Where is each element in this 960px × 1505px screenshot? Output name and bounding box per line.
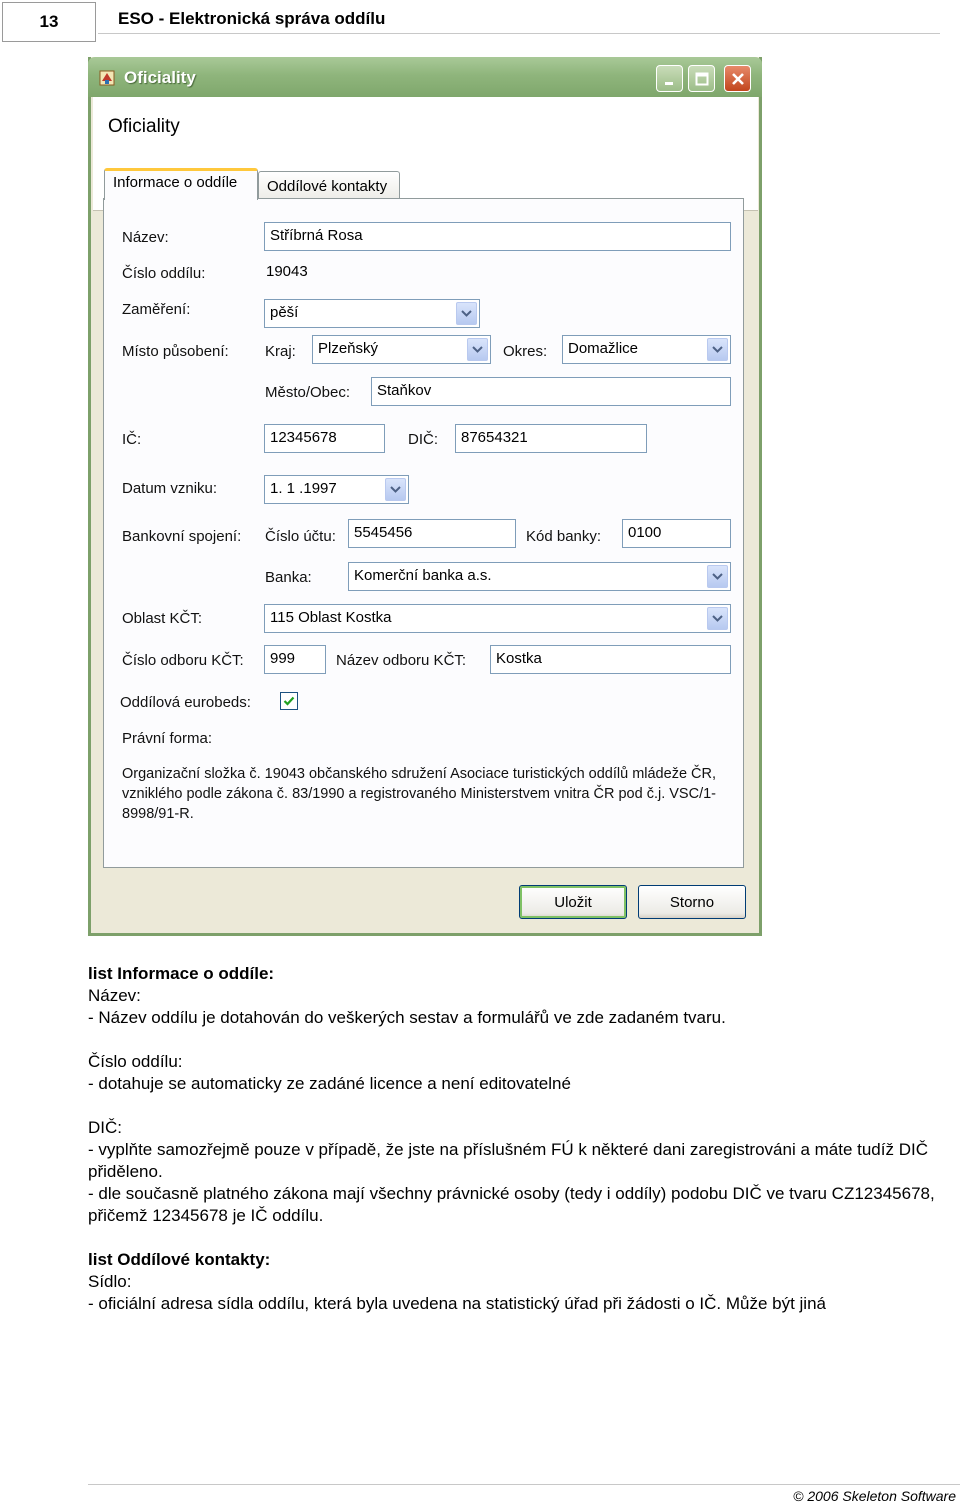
minimize-button[interactable]: [656, 65, 683, 92]
kraj-value: Plzeňský: [318, 340, 379, 357]
tab-kontakty[interactable]: Oddílové kontakty: [258, 171, 400, 201]
oblast-kct-select[interactable]: [264, 604, 731, 633]
close-button[interactable]: [724, 65, 751, 92]
banka-select[interactable]: [348, 562, 731, 591]
sidlo-description: - oficiální adresa sídla oddílu, která byla uvedena na statistický úřad při žádosti o IČ. Může být jiná: [88, 1294, 826, 1313]
pravni-forma-text: Organizační složka č. 19043 občanského sdružení Asociace turistických oddílů mládeže ČR, vzniklého podle zákona č. 83/1990 a registrovaného Ministerstvem vnitra ČR pod č.j. VSC/1-8998/91-R.: [122, 766, 717, 822]
datum-vzniku-label: Datum vzniku:: [122, 480, 218, 497]
cislo-uctu-label: Číslo účtu:: [265, 528, 336, 545]
save-button[interactable]: Uložit: [519, 885, 627, 919]
chevron-down-icon[interactable]: [385, 478, 406, 501]
zamereni-label: Zaměření:: [122, 301, 191, 318]
eurobeds-checkbox[interactable]: [280, 692, 298, 710]
nazev-description: - Název oddílu je dotahován do veškerých sestav a formulářů ve zde zadaném tvaru.: [88, 1008, 726, 1027]
kod-banky-label: Kód banky:: [526, 528, 602, 545]
zamereni-value: pěší: [270, 304, 299, 321]
nazev-heading: Název:: [88, 986, 141, 1005]
chevron-down-icon[interactable]: [456, 302, 477, 325]
checkmark-icon: [283, 695, 295, 707]
banka-value: Komerční banka a.s.: [354, 567, 492, 584]
mesto-label: Město/Obec:: [265, 384, 351, 401]
dic-label: DIČ:: [408, 431, 438, 448]
oblast-kct-label: Oblast KČT:: [122, 610, 203, 627]
nazev-label: Název:: [122, 229, 169, 246]
eurobeds-label: Oddílová eurobeds:: [120, 694, 251, 711]
maximize-icon: [695, 72, 709, 86]
page-number: 13: [2, 2, 96, 42]
section-heading-informace: list Informace o oddíle:: [88, 964, 275, 983]
okres-label: Okres:: [503, 343, 548, 360]
kod-banky-input[interactable]: 0100: [622, 519, 731, 548]
chevron-down-icon[interactable]: [707, 565, 728, 588]
window-title: Oficiality: [124, 68, 196, 87]
pravni-forma-label: Právní forma:: [122, 730, 213, 747]
window-titlebar[interactable]: [88, 57, 762, 97]
okres-select[interactable]: [562, 335, 731, 364]
datum-vzniku-picker[interactable]: [264, 475, 409, 504]
section-heading-kontakty: list Oddílové kontakty:: [88, 1250, 271, 1269]
app-emblem-icon: [98, 69, 116, 87]
banka-label: Banka:: [265, 569, 312, 586]
header-divider: [98, 33, 940, 34]
nazev-odboru-input[interactable]: Kostka: [490, 645, 731, 674]
minimize-icon: [663, 72, 677, 86]
okres-value: Domažlice: [568, 340, 639, 357]
chevron-down-icon[interactable]: [467, 338, 488, 361]
oblast-kct-value: 115 Oblast Kostka: [270, 609, 392, 626]
cislo-oddilu-value: 19043: [266, 263, 308, 280]
cancel-button[interactable]: Storno: [638, 885, 746, 919]
chevron-down-icon[interactable]: [707, 607, 728, 630]
cislo-odboru-input[interactable]: 999: [264, 645, 326, 674]
zamereni-select[interactable]: [264, 299, 480, 328]
mesto-input[interactable]: Staňkov: [371, 377, 731, 406]
ic-label: IČ:: [122, 431, 142, 448]
ic-input[interactable]: 12345678: [264, 424, 385, 453]
page-header-title: ESO - Elektronická správa oddílu: [118, 9, 386, 28]
chevron-down-icon[interactable]: [707, 338, 728, 361]
dic-description-2: - dle současně platného zákona mají všechny právnické osoby (tedy i oddíly) podobu DIČ ve tvaru CZ12345678, přičemž 12345678 je IČ oddílu.: [88, 1184, 935, 1225]
nazev-input[interactable]: Stříbrná Rosa: [264, 222, 731, 251]
sidlo-heading: Sídlo:: [88, 1272, 132, 1291]
dic-heading: DIČ:: [88, 1118, 122, 1137]
close-icon: [731, 72, 745, 86]
cislo-uctu-input[interactable]: 5545456: [348, 519, 516, 548]
cislo-oddilu-description: - dotahuje se automaticky ze zadáné licence a není editovatelné: [88, 1074, 571, 1093]
dic-description-1: - vyplňte samozřejmě pouze v případě, že jste na příslušném FÚ k některé dani zaregistrováni a máte tudíž DIČ přiděleno.: [88, 1140, 928, 1181]
tab-informace[interactable]: Informace o oddíle: [104, 168, 258, 200]
nazev-odboru-label: Název odboru KČT:: [336, 652, 467, 669]
banner-title: Oficiality: [108, 116, 180, 137]
dic-input[interactable]: 87654321: [455, 424, 647, 453]
cislo-oddilu-heading: Číslo oddílu:: [88, 1052, 183, 1071]
datum-vzniku-value: 1. 1 .1997: [270, 480, 337, 497]
misto-pusobeni-label: Místo působení:: [122, 343, 229, 360]
maximize-button[interactable]: [688, 65, 715, 92]
cislo-odboru-label: Číslo odboru KČT:: [122, 652, 244, 669]
cislo-oddilu-label: Číslo oddílu:: [122, 265, 206, 282]
footer-divider: [88, 1484, 960, 1485]
kraj-label: Kraj:: [265, 343, 296, 360]
kraj-select[interactable]: [312, 335, 491, 364]
footer-copyright: © 2006 Skeleton Software: [793, 1488, 956, 1504]
bankovni-spojeni-label: Bankovní spojení:: [122, 528, 242, 545]
